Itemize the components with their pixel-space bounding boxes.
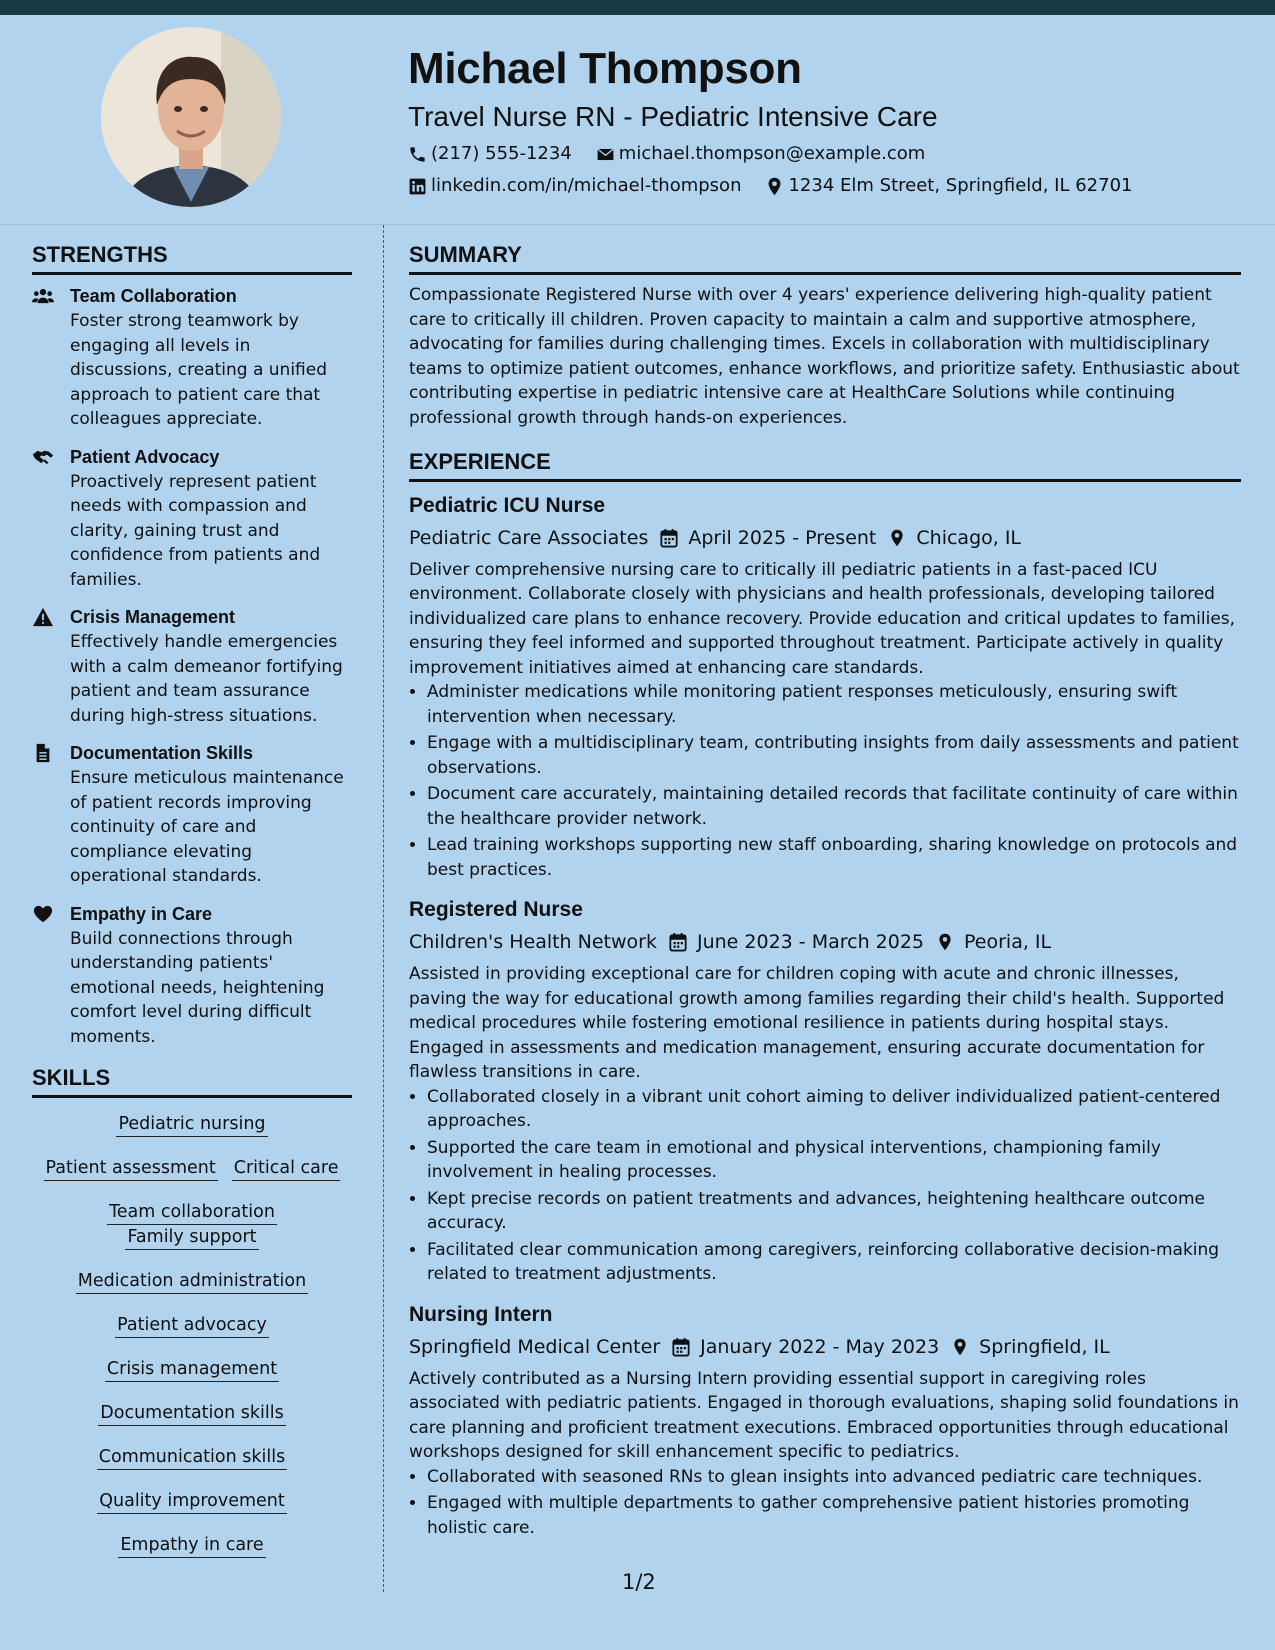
skill-tag: Family support — [125, 1225, 258, 1250]
top-accent-bar — [0, 0, 1275, 15]
contact-address — [765, 170, 1132, 202]
job-meta — [409, 926, 1241, 958]
profile-photo — [101, 27, 281, 207]
strength-title: Patient Advocacy — [70, 446, 220, 467]
contact-linkedin[interactable] — [408, 170, 741, 202]
right-column — [409, 238, 1241, 1552]
job-title: Registered Nurse — [409, 898, 583, 922]
skill-tag: Documentation skills — [98, 1401, 285, 1426]
job-bullets — [409, 1085, 1241, 1287]
bullet-item: • Administer medications while monitoring patient responses meticulously, ensuring swift intervention when necessary. — [427, 680, 1241, 729]
strength-description: Foster strong teamwork by engaging all levels in discussions, creating a unified approach to patient care that colleagues appreciate. — [70, 311, 328, 429]
strength-item — [32, 901, 352, 1050]
contact-phone — [408, 138, 572, 170]
job-entry — [409, 490, 1241, 883]
map-pin-icon — [765, 177, 784, 196]
address-text: 1234 Elm Street, Springfield, IL 62701 — [788, 175, 1133, 196]
job-meta — [409, 1331, 1241, 1363]
summary-heading: SUMMARY — [409, 238, 1241, 275]
job-meta — [409, 522, 1241, 554]
strengths-heading: STRENGTHS — [32, 238, 352, 275]
strength-title: Team Collaboration — [70, 286, 237, 306]
job-location: Chicago, IL — [916, 526, 1022, 549]
left-column — [32, 238, 352, 1577]
candidate-name: Michael Thompson — [408, 44, 802, 93]
bullet-item: • Supported the care team in emotional and physical interventions, championing family involvement in healing processes. — [427, 1136, 1241, 1185]
bullet-item: • Collaborated closely in a vibrant unit cohort aiming to deliver individualized patient-centered approaches. — [427, 1085, 1241, 1134]
skill-tag: Critical care — [232, 1156, 341, 1181]
job-company: Springfield Medical Center — [409, 1335, 661, 1358]
strength-item — [32, 444, 352, 593]
experience-heading: EXPERIENCE — [409, 445, 1241, 482]
strength-description: Proactively represent patient needs with compassion and clarity, gaining trust and confidence from patients and families. — [70, 471, 321, 590]
document-icon — [32, 743, 54, 763]
skill-tag: Patient assessment — [44, 1156, 218, 1181]
column-divider — [383, 225, 384, 1592]
skill-tag: Quality improvement — [97, 1489, 287, 1514]
handshake-icon — [32, 447, 54, 467]
warning-icon — [32, 607, 54, 627]
job-company: Pediatric Care Associates — [409, 526, 649, 549]
job-dates: June 2023 - March 2025 — [696, 931, 925, 954]
calendar-icon — [672, 1337, 690, 1357]
skills-list — [32, 1106, 352, 1558]
job-description: Deliver comprehensive nursing care to critically ill pediatric patients in a fast-paced ICU environment. Collaborate closely with physicians and health professionals, developing tailored individualized care plans to enhance recovery. Provide education and critical updates to families, ensuring they feel informed and supported throughout treatment. Participate actively in quality improvement initiatives aimed at enhancing care standards. — [409, 559, 1236, 678]
job-dates: April 2025 - Present — [688, 526, 877, 549]
strength-item — [32, 740, 352, 889]
users-icon — [32, 286, 54, 306]
strength-title: Crisis Management — [70, 607, 236, 627]
linkedin-text: linkedin.com/in/michael-thompson — [431, 175, 742, 196]
skill-tag: Pediatric nursing — [116, 1112, 267, 1137]
map-pin-icon — [951, 1337, 969, 1357]
strength-description: Ensure meticulous maintenance of patient records improving continuity of care and compliance elevating operational standards. — [70, 768, 344, 886]
envelope-icon — [596, 145, 615, 164]
map-pin-icon — [936, 932, 954, 952]
skill-tag: Patient advocacy — [115, 1313, 269, 1338]
skill-tag: Crisis management — [105, 1357, 279, 1382]
job-location: Peoria, IL — [964, 931, 1052, 954]
heart-icon — [32, 904, 54, 924]
skill-tag: Communication skills — [97, 1445, 287, 1470]
strength-description: Effectively handle emergencies with a calm demeanor fortifying patient and team assurance during high-stress situations. — [70, 632, 343, 726]
job-entry — [409, 1299, 1241, 1541]
skill-tag: Team collaboration — [107, 1200, 277, 1225]
bullet-item: • Engaged with multiple departments to gather comprehensive patient histories promoting holistic care. — [427, 1491, 1241, 1540]
job-description: Assisted in providing exceptional care for children coping with acute and chronic illnesses, paving the way for educational growth among families regarding their child's health. Supported medical procedures while fostering emotional resilience in patients during hospital stays. Engaged in assessments and medication management, ensuring accurate documentation for flawless transitions in care. — [409, 964, 1225, 1083]
email-text: michael.thompson@example.com — [618, 143, 926, 164]
resume-header — [408, 38, 1248, 202]
strength-description: Build connections through understanding patients' emotional needs, heightening comfort level during difficult moments. — [70, 928, 325, 1047]
bullet-item: • Engage with a multidisciplinary team, contributing insights from daily assessments and patient observations. — [427, 731, 1241, 780]
map-pin-icon — [888, 528, 906, 548]
strength-title: Documentation Skills — [70, 743, 254, 763]
job-title: Nursing Intern — [409, 1302, 553, 1326]
strength-item — [32, 604, 352, 728]
job-dates: January 2022 - May 2023 — [700, 1335, 940, 1358]
job-entry — [409, 894, 1241, 1287]
strength-item — [32, 283, 352, 432]
job-description: Actively contributed as a Nursing Intern providing essential support in caregiving roles associated with pediatric patients. Engaged in thorough evaluations, shaping solid foundations in care planning and proficient treatment executions. Embraced opportunities through educational workshops designed for skill enhancement specific to pediatrics. — [409, 1368, 1239, 1463]
bullet-item: • Collaborated with seasoned RNs to glean insights into advanced pediatric care techniques. — [427, 1465, 1241, 1490]
calendar-icon — [669, 932, 687, 952]
calendar-icon — [660, 528, 678, 548]
skill-tag: Medication administration — [76, 1269, 308, 1294]
job-location: Springfield, IL — [979, 1335, 1110, 1358]
summary-text: Compassionate Registered Nurse with over 4 years' experience delivering high-quality patient care to critically ill children. Proven capacity to maintain a calm and supportive atmosphere, advocating for families during challenging times. Excels in collaboration with multidisciplinary teams to optimize patient outcomes, enhance workflows, and prioritize safety. Enthusiastic about contributing expertise in pediatric intensive care at HealthCare Solutions while continuing professional growth through hands-on experiences. — [409, 285, 1240, 428]
job-bullets — [409, 680, 1241, 882]
bullet-item: • Facilitated clear communication among caregivers, reinforcing collaborative decision-making related to treatment adjustments. — [427, 1238, 1241, 1287]
job-bullets — [409, 1465, 1241, 1541]
job-company: Children's Health Network — [409, 931, 657, 954]
skill-tag: Empathy in care — [118, 1533, 265, 1558]
contact-row-2 — [408, 170, 1248, 202]
phone-icon — [408, 145, 427, 164]
skills-heading: SKILLS — [32, 1061, 352, 1098]
job-title: Pediatric ICU Nurse — [409, 493, 606, 517]
bullet-item: • Lead training workshops supporting new staff onboarding, sharing knowledge on protocols and best practices. — [427, 833, 1241, 882]
contact-email[interactable] — [596, 138, 926, 170]
bullet-item: • Document care accurately, maintaining detailed records that facilitate continuity of care within the healthcare provider network. — [427, 782, 1241, 831]
linkedin-icon — [408, 177, 427, 196]
bullet-item: • Kept precise records on patient treatments and advances, heightening healthcare outcome accuracy. — [427, 1187, 1241, 1236]
candidate-title: Travel Nurse RN - Pediatric Intensive Care — [408, 101, 938, 132]
phone-text: (217) 555-1234 — [431, 143, 572, 164]
header-divider — [0, 224, 1275, 225]
contact-row-1 — [408, 138, 1248, 170]
page-indicator: 1/2 — [622, 1570, 656, 1594]
strength-title: Empathy in Care — [70, 903, 213, 924]
